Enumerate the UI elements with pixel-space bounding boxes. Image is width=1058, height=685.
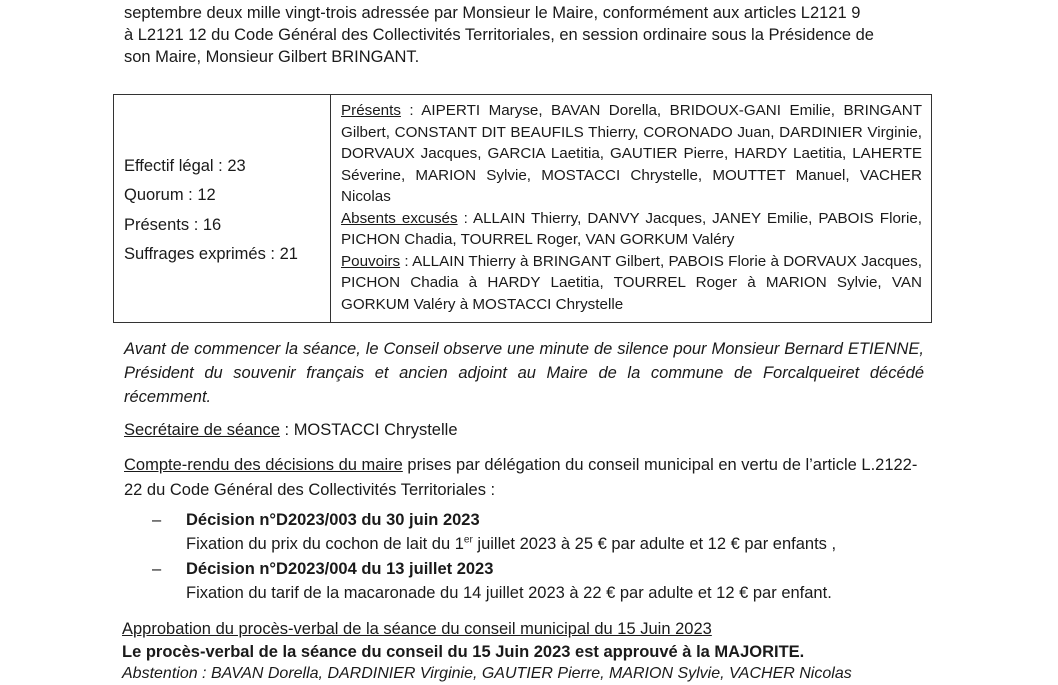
presents-list [341,100,922,208]
decision-item [152,508,836,556]
decision-title: Décision n°D2023/003 du 30 juin 2023 [186,511,480,529]
approbation-heading: Approbation du procès-verbal de la séance du conseil municipal du 15 Juin 2023 [122,620,712,638]
stat-quorum: Quorum : 12 [124,186,216,205]
presents-label: Présents [341,102,401,119]
abstention-line: Abstention : BAVAN Dorella, DARDINIER Virginie, GAUTIER Pierre, MARION Sylvie, VACHER Nicolas [122,665,852,682]
decision-detail [152,581,832,605]
stat-effectif-legal: Effectif légal : 23 [124,157,246,175]
secretary-value: : MOSTACCI Chrystelle [279,421,458,439]
presents-names: : AIPERTI Maryse, BAVAN Dorella, BRIDOUX-GANI Emilie, BRINGANT Gilbert, CONSTANT DIT BEAUFILS Thierry, CORONADO Juan, DARDINIER Virginie, DORVAUX Jacques, GARCIA Laetitia, GAUTIER Pierre, HARDY Laetitia, LAHERTE Séverine, MARION Sylvie, MOSTACCI Chrystelle, MOUTTET Manuel, VACHER Nicolas [341,102,922,205]
compte-rendu-body: prises par délégation du conseil municipal en vertu de l’article L.2122-22 du Code Général des Collectivités Territoriales : [124,456,918,499]
pouvoirs-names: : ALLAIN Thierry à BRINGANT Gilbert, PABOIS Florie à DORVAUX Jacques, PICHON Chadia à HARDY Laetitia, TOURREL Roger à MARION Sylvie, VAN GORKUM Valéry à MOSTACCI Chrystelle [341,252,922,313]
decision-item [152,557,832,605]
compte-rendu-paragraph [124,453,924,503]
stat-suffrages: Suffrages exprimés : 21 [124,244,298,263]
absents-label: Absents excusés [341,209,458,227]
decision-detail [152,532,836,556]
list-dash: – [152,511,162,529]
absents-list [341,208,922,251]
compte-rendu-label: Compte-rendu des décisions du maire [124,456,403,474]
ordinal-superscript: er [463,534,473,546]
intro-line: septembre deux mille vingt-trois adressée par Monsieur le Maire, conformément aux articles L2121 9 [124,4,861,22]
intro-line: à L2121 12 du Code Général des Collectivités Territoriales, en session ordinaire sous la Présidence de [124,26,874,44]
attendance-table [113,94,932,323]
decision-detail-text: Fixation du tarif de la macaronade du 14 juillet 2023 à 22 € par adulte et 12 € par enfant. [186,584,832,602]
intro-line: son Maire, Monsieur Gilbert BRINGANT. [124,48,420,66]
silence-observation [124,337,924,409]
decision-title: Décision n°D2023/004 du 13 juillet 2023 [186,560,494,578]
intro-paragraph [124,2,924,68]
compte-rendu-text [124,453,924,503]
approbation-result: Le procès-verbal de la séance du conseil du 15 Juin 2023 est approuvé à la MAJORITE. [122,643,805,661]
pouvoirs-label: Pouvoirs [341,252,401,270]
list-dash: – [152,560,162,578]
pouvoirs-list [341,251,922,316]
attendance-lists [331,95,931,322]
observation-text: Avant de commencer la séance, le Conseil observe une minute de silence pour Monsieur Bernard ETIENNE, Président du souvenir français et ancien adjoint au Maire de la commune de Forcalqueiret décédé récemment. [124,340,924,406]
secretary-line [124,418,458,442]
absents-names: : ALLAIN Thierry, DANVY Jacques, JANEY Emilie, PABOIS Florie, PICHON Chadia, TOURREL Roger, VAN GORKUM Valéry [341,209,922,248]
stat-presents: Présents : 16 [124,215,222,234]
secretary-label: Secrétaire de séance [124,421,280,439]
decision-detail-text: Fixation du prix du cochon de lait du 1 [186,535,464,553]
attendance-stats [114,95,331,322]
decision-detail-text: juillet 2023 à 25 € par adulte et 12 € par enfants , [472,535,837,553]
